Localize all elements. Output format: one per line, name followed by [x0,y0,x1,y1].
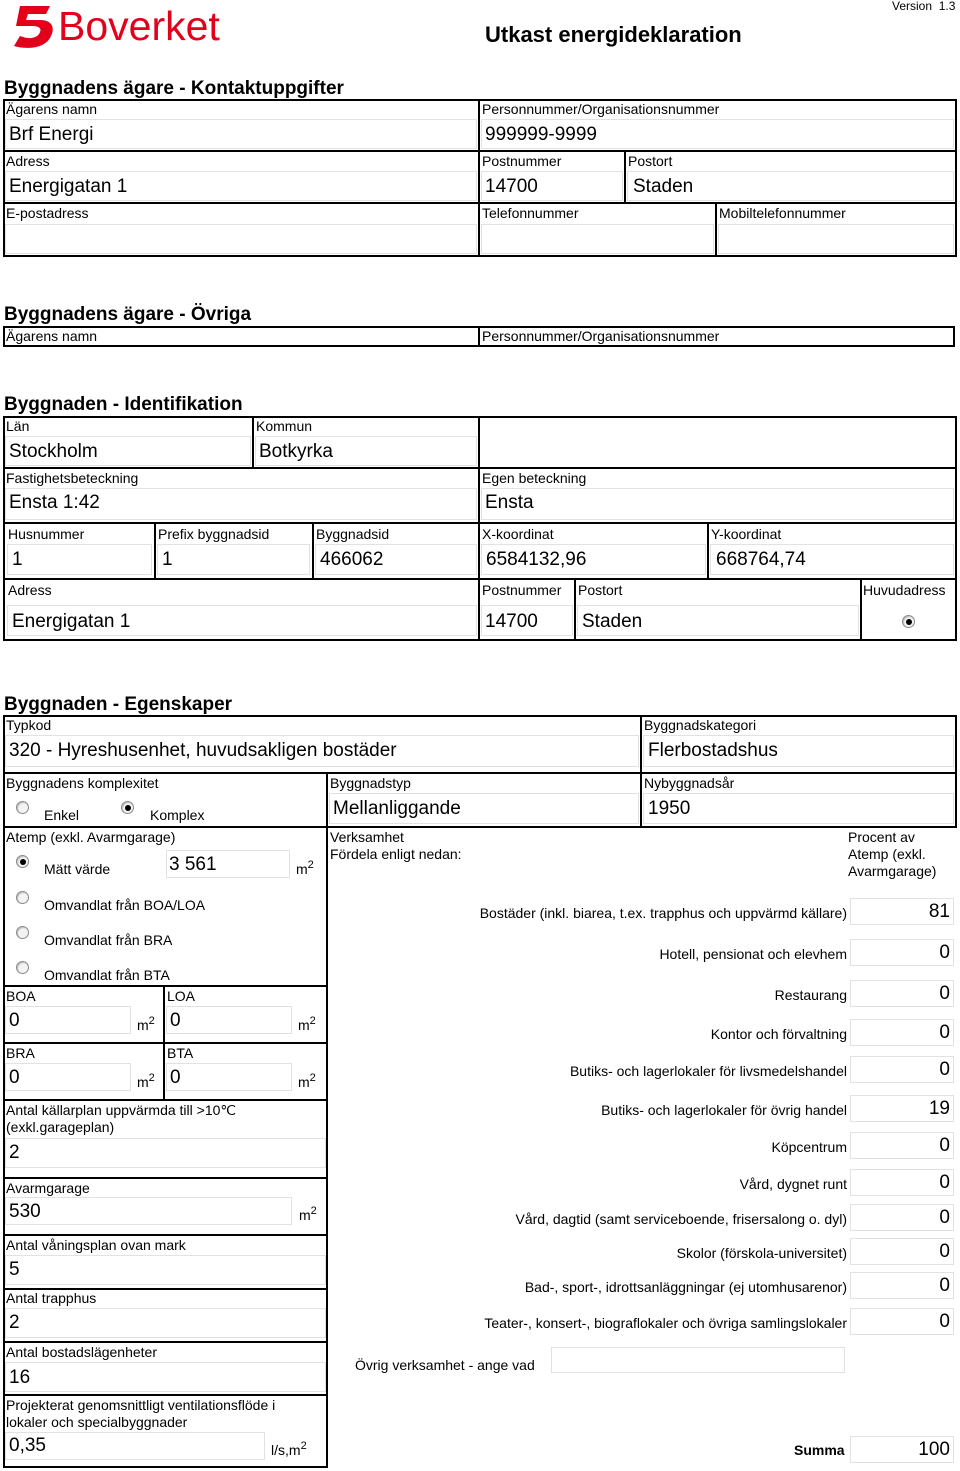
x-koordinat-label: X-koordinat [482,526,554,542]
avarmgarage-value: 530 [9,1201,41,1222]
komplex-label: Komplex [150,807,205,823]
owner-email-label: E-postadress [6,205,89,221]
verksamhet-label: Skolor (förskola-universitet) [676,1245,847,1261]
divider [3,202,957,204]
divider [478,99,480,257]
unit-exp: 2 [310,1205,317,1217]
lagenheter-field[interactable] [5,1362,326,1392]
kommun-value: Botkyrka [259,441,333,462]
omv-bta-label: Omvandlat från BTA [44,967,170,983]
divider [3,1341,328,1343]
unit-m: m [298,1017,310,1033]
other-owner-orgnr-label: Personnummer/Organisationsnummer [482,328,720,344]
trapphus-value: 2 [9,1312,20,1333]
verksamhet-percent-value: 19 [928,1098,950,1119]
nybyggnadsar-value: 1950 [648,798,691,819]
unit-m: m [298,1074,310,1090]
avarmgarage-field[interactable] [5,1197,292,1225]
owner-email-field[interactable] [5,224,477,254]
owner-address-label: Adress [6,153,50,169]
avarmgarage-label: Avarmgarage [6,1180,90,1196]
loa-label: LOA [167,988,196,1004]
x-koordinat-value: 6584132,96 [486,549,587,570]
divider [163,985,165,1099]
bra-field[interactable] [5,1063,131,1091]
summa-label: Summa [794,1442,845,1458]
vaningsplan-value: 5 [9,1259,20,1280]
unit-m: m [299,1207,311,1223]
bra-label: BRA [6,1045,35,1061]
boa-field[interactable] [5,1006,131,1034]
matt-varde-radio[interactable] [16,855,29,868]
owner-orgnr-label: Personnummer/Organisationsnummer [482,101,720,117]
ventilation-label: Projekterat genomsnittligt ventilationsflöde i lokaler och specialbyggnader [6,1397,276,1430]
section-title-identification: Byggnaden - Identifikation [4,394,243,415]
husnummer-field[interactable] [7,544,152,575]
verksamhet-percent-value: 0 [939,1207,950,1228]
kommun-label: Kommun [256,418,313,434]
vaningsplan-field[interactable] [5,1255,326,1285]
byggnadsid-label: Byggnadsid [316,526,390,542]
verksamhet-label: Bostäder (inkl. biarea, t.ex. trapphus och uppvärmd källare) [479,905,847,921]
husnummer-value: 1 [12,549,23,570]
divider [312,522,314,578]
bta-field[interactable] [166,1063,292,1091]
komplex-radio[interactable] [121,801,134,814]
bta-unit [298,1074,316,1090]
divider [3,578,957,580]
ventilation-unit-text: l/s,m [271,1442,301,1458]
other-owner-name-label: Ägarens namn [6,328,98,344]
unit-m: m [137,1074,149,1090]
verksamhet-label: Butiks- och lagerlokaler för livsmedelshandel [569,1063,847,1079]
lagenheter-label: Antal bostadslägenheter [6,1344,157,1360]
section-title-owner-contact: Byggnadens ägare - Kontaktuppgifter [4,78,344,99]
typkod-value: 320 - Hyreshusenhet, huvudsakligen bostäder [9,740,397,761]
prefix-field[interactable] [157,544,310,575]
id-postnr-label: Postnummer [482,582,562,598]
id-address-value: Energigatan 1 [12,611,131,632]
verksamhet-percent-value: 0 [939,1135,950,1156]
verksamhet-label: Hotell, pensionat och elevhem [659,946,847,962]
boverket-logo [6,2,221,50]
verksamhet-percent-value: 0 [939,1275,950,1296]
divider [715,202,717,257]
husnummer-label: Husnummer [8,526,85,542]
bta-label: BTA [167,1045,194,1061]
section-title-owner-other: Byggnadens ägare - Övriga [4,304,252,325]
vaningsplan-label: Antal våningsplan ovan mark [6,1237,186,1253]
divider [478,326,480,347]
boa-label: BOA [6,988,36,1004]
divider [707,522,709,578]
summa-value: 100 [918,1439,950,1460]
kallarplan-label: Antal källarplan uppvärmda till >10℃ (exkl.garageplan) [6,1102,237,1135]
lan-value: Stockholm [9,441,98,462]
owner-orgnr-value: 999999-9999 [485,124,597,145]
owner-phone-label: Telefonnummer [482,205,579,221]
bta-value: 0 [170,1067,181,1088]
lagenheter-value: 16 [9,1367,31,1388]
omv-bra-radio[interactable] [16,926,29,939]
verksamhet-label: Butiks- och lagerlokaler för övrig handel [601,1102,847,1118]
loa-value: 0 [170,1010,181,1031]
verksamhet-label: Bad-, sport-, idrottsanläggningar (ej utomhusarenor) [524,1279,847,1295]
divider [3,772,957,774]
logo-text: Boverket [58,3,220,49]
y-koordinat-label: Y-koordinat [711,526,782,542]
verksamhet-percent-value: 0 [939,1172,950,1193]
unit-m: m [296,861,308,877]
procent-label: Procent av Atemp (exkl. Avarmgarage) [848,829,937,879]
owner-phone-field[interactable] [481,224,714,254]
verksamhet-percent-value: 0 [939,1022,950,1043]
y-koordinat-value: 668764,74 [716,549,806,570]
loa-unit [298,1017,316,1033]
boverket-logo-icon [6,2,58,50]
trapphus-label: Antal trapphus [6,1290,97,1306]
divider [3,467,957,469]
unit-m: m [137,1017,149,1033]
typkod-label: Typkod [6,717,52,733]
unit-exp: 2 [307,859,314,871]
ventilation-unit [271,1442,307,1458]
unit-exp: 2 [148,1015,155,1027]
divider [326,772,328,828]
owner-postort-label: Postort [628,153,673,169]
prefix-label: Prefix byggnadsid [158,526,270,542]
byggnadstyp-value: Mellanliggande [333,798,461,819]
atemp-value: 3 561 [169,854,217,875]
egen-beteckning-value: Ensta [485,492,534,513]
section-title-properties: Byggnaden - Egenskaper [4,694,233,715]
divider [478,416,480,641]
divider [640,715,642,828]
page-title: Utkast energideklaration [485,22,742,47]
fastighet-value: Ensta 1:42 [9,492,100,513]
enkel-radio[interactable] [16,801,29,814]
verksamhet-percent-value: 0 [939,1241,950,1262]
divider [3,522,957,524]
verksamhet-percent-value: 0 [939,1059,950,1080]
divider [3,1234,328,1236]
verksamhet-label: Teater-, konsert-, biograflokaler och övriga samlingslokaler [484,1315,847,1331]
ventilation-value: 0,35 [9,1435,46,1456]
boa-value: 0 [9,1010,20,1031]
kallarplan-value: 2 [9,1142,20,1163]
divider [154,522,156,578]
verksamhet-label: Restaurang [774,987,847,1003]
owner-postort-value: Staden [633,176,694,197]
divider [574,578,576,641]
fastighet-label: Fastighetsbeteckning [6,470,139,486]
nybyggnadsar-label: Nybyggnadsår [644,775,735,791]
omv-bta-radio[interactable] [16,961,29,974]
divider [3,1177,328,1179]
unit-exp: 2 [148,1072,155,1084]
omv-boa-label: Omvandlat från BOA/LOA [44,897,206,913]
bra-value: 0 [9,1067,20,1088]
byggnadsid-value: 466062 [320,549,384,570]
ovrig-verksamhet-label: Övrig verksamhet - ange vad [355,1357,535,1373]
unit-exp: 2 [309,1072,316,1084]
egen-beteckning-label: Egen beteckning [482,470,587,486]
boa-unit [137,1017,155,1033]
owner-address-value: Energigatan 1 [9,176,128,197]
id-postort-label: Postort [578,582,623,598]
fordela-label: Fördela enligt nedan: [330,846,462,862]
verksamhet-percent-value: 81 [928,901,950,922]
verksamhet-label: Vård, dagtid (samt serviceboende, frisersalong o. dyl) [515,1211,847,1227]
matt-varde-label: Mätt värde [44,861,111,877]
omv-bra-label: Omvandlat från BRA [44,932,173,948]
ovrig-verksamhet-field[interactable] [551,1347,845,1373]
owner-mobile-field[interactable] [718,224,954,254]
atemp-label: Atemp (exkl. Avarmgarage) [6,829,176,845]
unit-exp: 2 [300,1440,307,1452]
divider [252,416,254,467]
avarmgarage-unit [299,1207,317,1223]
owner-postnr-value: 14700 [485,176,538,197]
id-postort-value: Staden [582,611,643,632]
enkel-label: Enkel [44,807,80,823]
divider [3,985,328,987]
verksamhet-percent-value: 0 [939,942,950,963]
komplexitet-label: Byggnadens komplexitet [6,775,159,791]
unit-exp: 2 [309,1015,316,1027]
byggnadstyp-label: Byggnadstyp [330,775,411,791]
kategori-value: Flerbostadshus [648,740,778,761]
owner-postnr-label: Postnummer [482,153,562,169]
owner-mobile-label: Mobiltelefonnummer [719,205,846,221]
loa-field[interactable] [166,1006,292,1034]
atemp-unit [296,861,314,877]
id-address-label: Adress [8,582,52,598]
divider [3,1394,328,1396]
prefix-value: 1 [162,549,173,570]
divider [3,150,957,152]
verksamhet-percent-value: 0 [939,983,950,1004]
verksamhet-label: Vård, dygnet runt [739,1176,847,1192]
verksamhet-percent-value: 0 [939,1311,950,1332]
omv-boa-radio[interactable] [16,891,29,904]
verksamhet-label: Kontor och förvaltning [710,1026,847,1042]
owner-name-value: Brf Energi [9,124,94,145]
bra-unit [137,1074,155,1090]
lan-label: Län [6,418,30,434]
divider [3,1042,328,1044]
divider [860,578,862,641]
huvudadress-label: Huvudadress [863,582,946,598]
version-label: Version 1.3 [892,0,956,13]
verksamhet-label: Köpcentrum [771,1139,847,1155]
egen-beteckning-field[interactable] [481,488,954,520]
divider [624,150,626,202]
id-postnr-value: 14700 [485,611,538,632]
owner-name-label: Ägarens namn [6,101,98,117]
verksamhet-label: Verksamhet [330,829,404,845]
huvudadress-radio[interactable] [902,615,915,628]
divider [3,1099,328,1101]
kategori-label: Byggnadskategori [644,717,757,733]
kallarplan-field[interactable] [5,1138,326,1168]
trapphus-field[interactable] [5,1308,326,1338]
